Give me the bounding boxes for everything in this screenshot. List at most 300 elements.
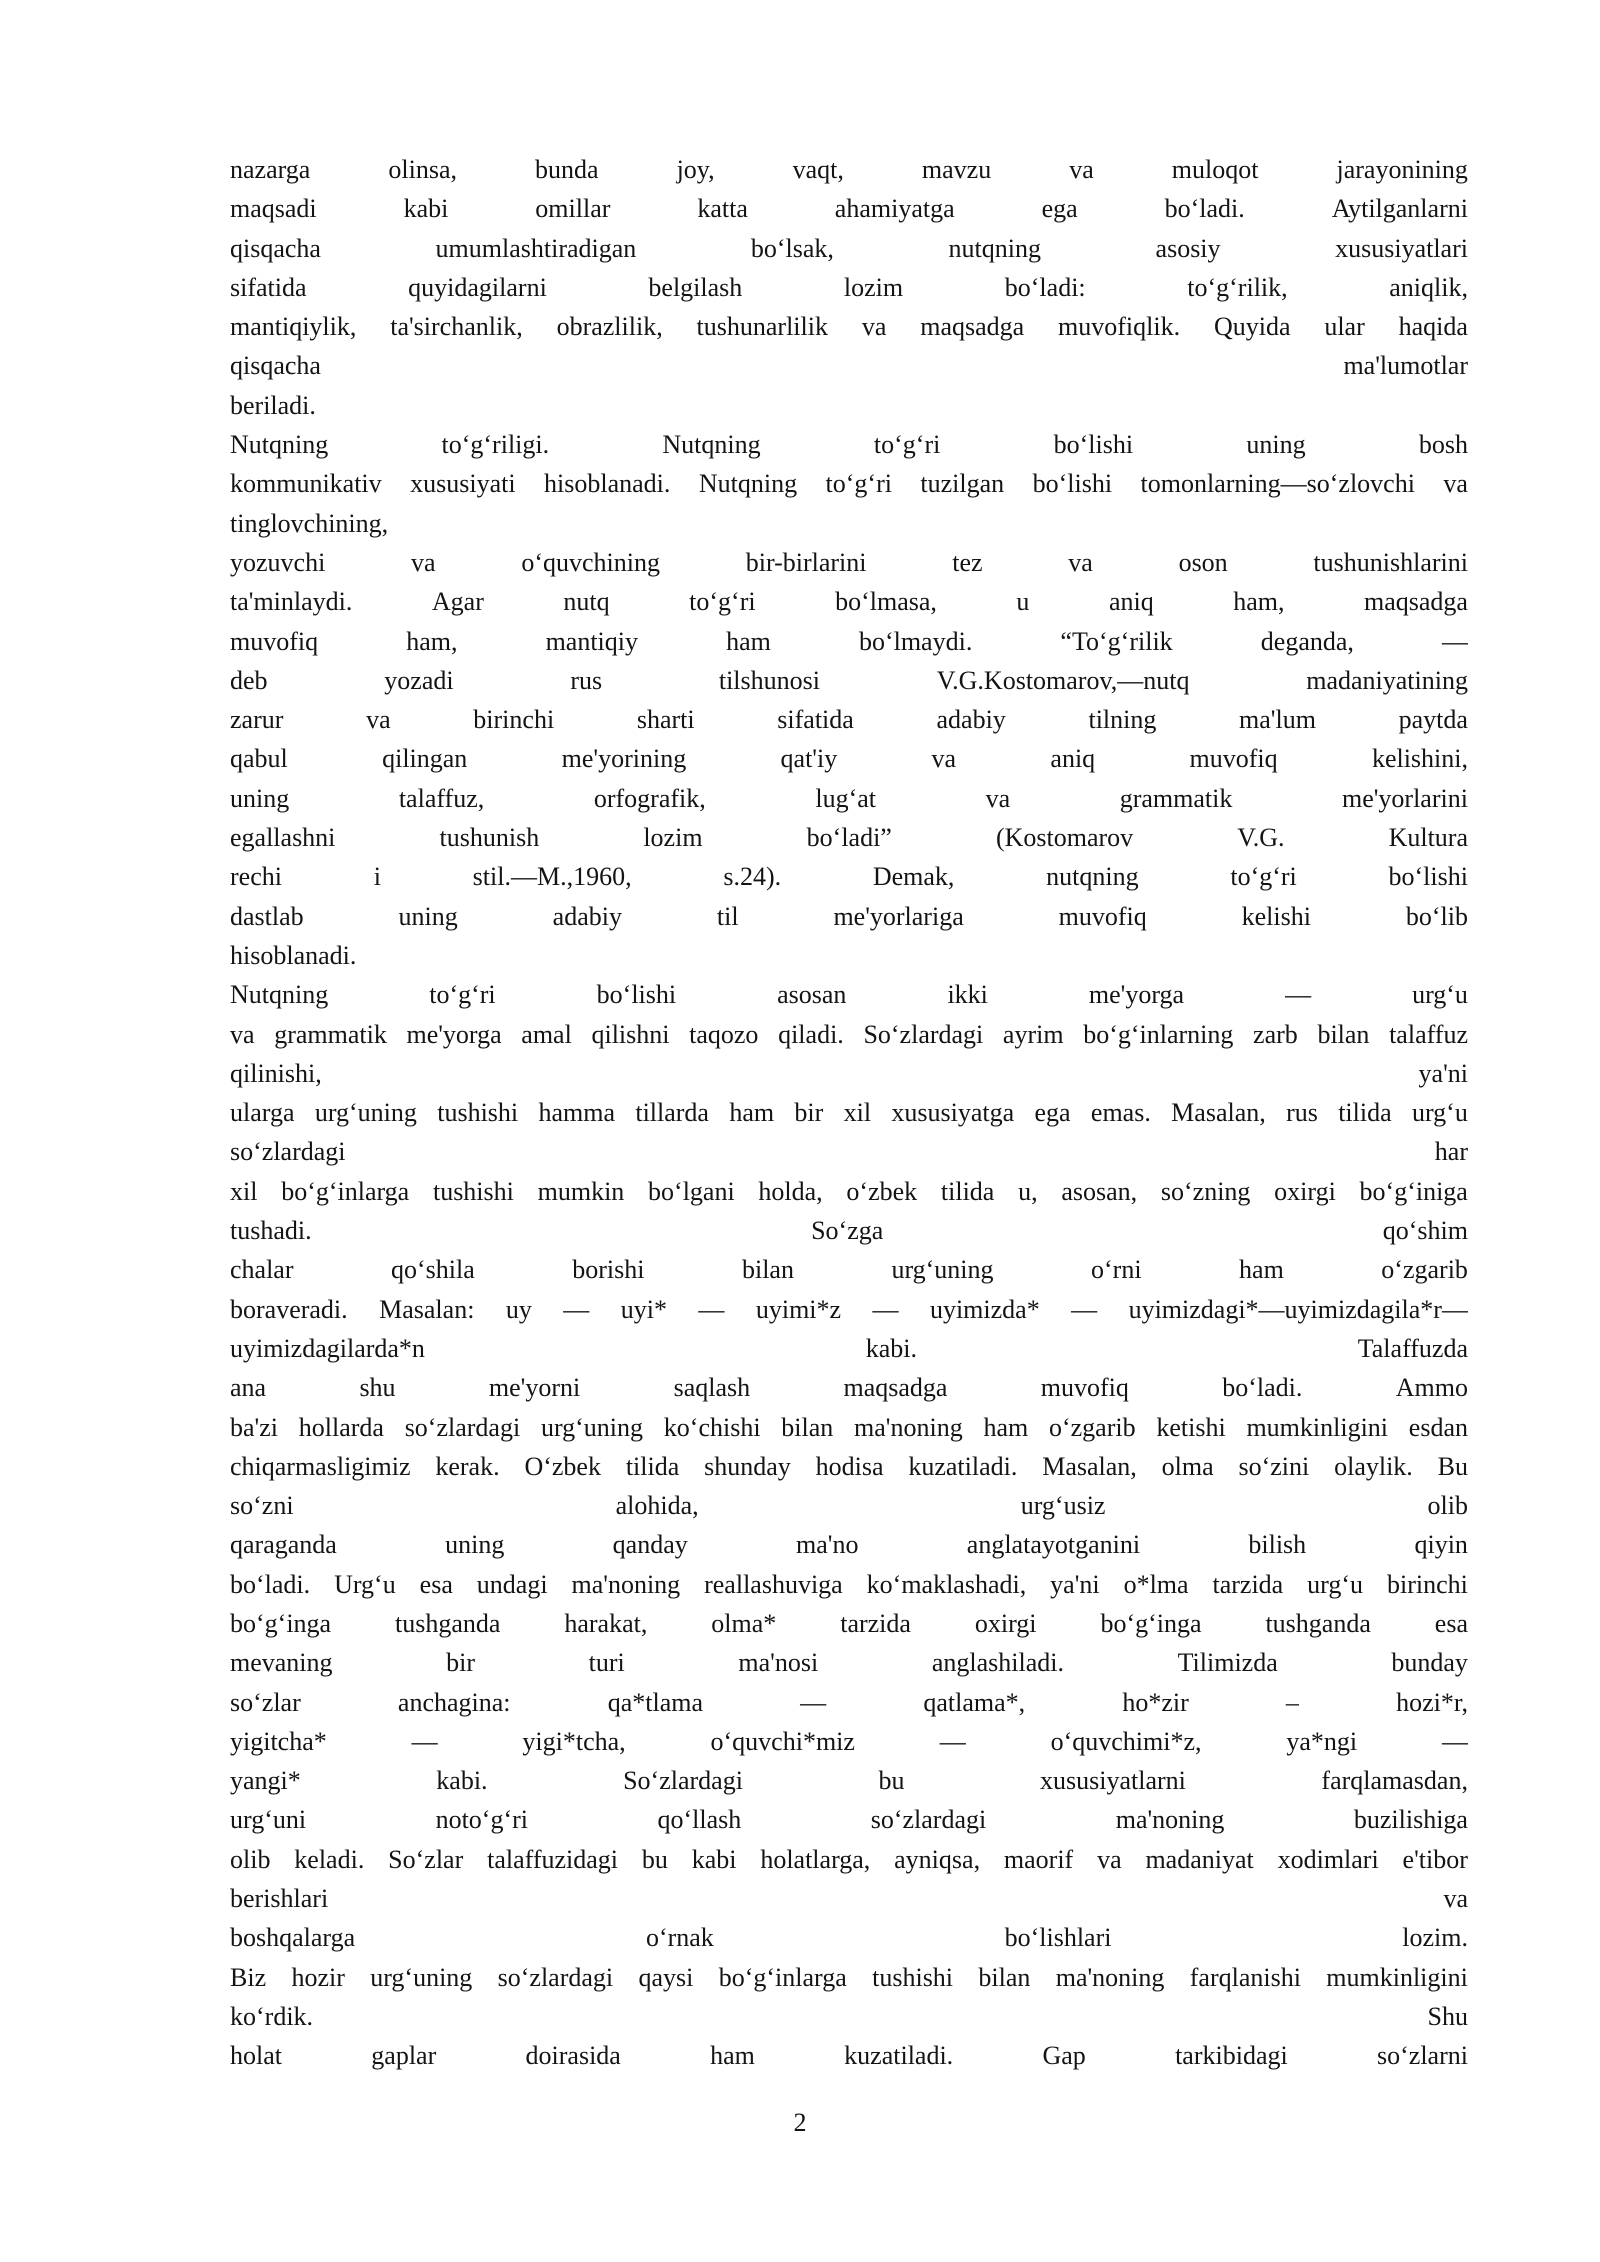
word: quyidagilarni <box>408 272 547 302</box>
word: sifatida <box>777 705 854 735</box>
word: mantiqiylik, <box>230 312 357 342</box>
word: uning <box>398 901 458 931</box>
document-body <box>230 150 1468 2076</box>
word: So‘zga <box>811 1216 884 1246</box>
word: rus <box>570 665 603 695</box>
word: ho*zir <box>1122 1687 1189 1717</box>
word: qaysi <box>638 1962 694 1992</box>
word: ham <box>726 626 771 656</box>
text-line <box>230 189 1468 228</box>
word: ko‘rdik. <box>230 2001 314 2031</box>
word: xodimlari <box>1277 1844 1379 1874</box>
text-line <box>230 1604 1468 1643</box>
word: — <box>698 1294 725 1324</box>
word: bo‘g‘iniga <box>1359 1176 1468 1206</box>
word: ma'no <box>796 1530 859 1560</box>
word: tarzida <box>1212 1569 1284 1599</box>
word: Bu <box>1437 1451 1468 1481</box>
text-line <box>230 1565 1468 1604</box>
word: O‘zbek <box>524 1451 601 1481</box>
word: ma'noning <box>854 1412 963 1442</box>
word: s.24). <box>723 862 782 892</box>
word: va <box>1097 1844 1122 1874</box>
word: bo‘g‘inlarga <box>281 1176 410 1206</box>
word: va <box>1068 547 1093 577</box>
word: ya'ni <box>1050 1569 1100 1599</box>
word: bo‘lishi <box>596 980 677 1010</box>
word: to‘g‘ri <box>429 980 496 1010</box>
word: ma'noning <box>571 1569 681 1599</box>
word: mevaning <box>230 1648 333 1678</box>
word: grammatik <box>1119 783 1233 813</box>
word: zarb <box>1253 1019 1298 1049</box>
word: mumkinligini <box>1246 1412 1389 1442</box>
word: yozadi <box>384 665 454 695</box>
word: til <box>716 901 739 931</box>
word: qilingan <box>382 744 468 774</box>
word: bilan <box>741 1255 794 1285</box>
word: Agar <box>431 587 484 617</box>
text-line <box>230 975 1468 1014</box>
text-line <box>230 1761 1468 1800</box>
word: ma'lumotlar <box>1343 351 1468 381</box>
word: bo‘ladi. <box>1222 1373 1303 1403</box>
word: uning <box>445 1530 505 1560</box>
word: asosan, <box>1061 1176 1138 1206</box>
word: qaraganda <box>230 1530 337 1560</box>
word: lug‘at <box>815 783 876 813</box>
word: oxirgi <box>974 1608 1037 1638</box>
word: bo‘lishi <box>1032 469 1113 499</box>
word: tushishi <box>872 1962 954 1992</box>
word: hamma <box>538 1098 616 1128</box>
word: tushishi <box>437 1098 519 1128</box>
word: ko‘chishi <box>663 1412 761 1442</box>
word: to‘g‘riligi. <box>441 430 550 460</box>
word: anglatayotganini <box>966 1530 1141 1560</box>
word: — <box>1285 980 1312 1010</box>
word: Gap <box>1042 2041 1086 2071</box>
word: ayrim <box>1002 1019 1064 1049</box>
word: grammatik <box>274 1019 387 1049</box>
word: farqlamasdan, <box>1321 1766 1468 1796</box>
text-line: hisoblanadi. <box>230 940 357 970</box>
word: ham <box>729 1098 775 1128</box>
word: borishi <box>572 1255 645 1285</box>
word: kabi. <box>865 1333 917 1363</box>
text-line <box>230 150 1468 189</box>
text-line <box>230 1132 1468 1171</box>
word: har <box>1434 1137 1468 1167</box>
word: qat'iy <box>780 744 838 774</box>
word: uy <box>505 1294 532 1324</box>
word: bo‘g‘inlarga <box>718 1962 847 1992</box>
word: adabiy <box>552 901 622 931</box>
word: me'yorlariga <box>833 901 964 931</box>
word: yozuvchi <box>230 547 326 577</box>
word: stil.—M.,1960, <box>472 862 632 892</box>
word: ma'noning <box>1115 1805 1225 1835</box>
word: kabi <box>403 194 449 224</box>
word: omillar <box>535 194 611 224</box>
word: oson <box>1178 547 1228 577</box>
word: oxirgi <box>1274 1176 1336 1206</box>
word: bilan <box>1317 1019 1370 1049</box>
word: yangi* <box>230 1766 301 1796</box>
text-line <box>230 1447 1468 1486</box>
word: So‘zlardagi <box>863 1019 984 1049</box>
word: maqsadga <box>843 1373 948 1403</box>
word: muvofiq <box>1040 1373 1129 1403</box>
word: urg‘uning <box>314 1098 417 1128</box>
word: qatlama*, <box>923 1687 1026 1717</box>
word: uyimi*z <box>755 1294 842 1324</box>
word: Shu <box>1427 2001 1468 2031</box>
word: xil <box>230 1176 258 1206</box>
word: egallashni <box>230 823 336 853</box>
word: kelishini, <box>1371 744 1468 774</box>
word: to‘g‘ri <box>873 430 941 460</box>
word: aniqlik, <box>1389 272 1468 302</box>
word: tushishi <box>432 1176 514 1206</box>
word: to‘g‘rilik, <box>1187 272 1288 302</box>
word: tillarda <box>635 1098 709 1128</box>
word: va <box>411 547 436 577</box>
word: hodisa <box>815 1451 884 1481</box>
word: ular <box>1324 312 1365 342</box>
word: saqlash <box>673 1373 751 1403</box>
word: muvofiq <box>230 626 319 656</box>
word: bo‘ladi. <box>1164 194 1245 224</box>
word: yigi*tcha, <box>522 1726 626 1756</box>
word: qisqacha <box>230 351 321 381</box>
word: holat <box>230 2041 282 2071</box>
text-line <box>230 1172 1468 1211</box>
word: anglashiladi. <box>931 1648 1064 1678</box>
word: esdan <box>1408 1412 1468 1442</box>
word: Talaffuzda <box>1357 1333 1468 1363</box>
text-line <box>230 1093 1468 1132</box>
word: tarzida <box>840 1608 911 1638</box>
word: urg‘uni <box>230 1805 307 1835</box>
word: berishlari <box>230 1884 329 1914</box>
word: lozim <box>843 272 904 302</box>
word: tarkibidagi <box>1175 2041 1288 2071</box>
word: harakat, <box>564 1608 648 1638</box>
word: Nutqning <box>230 980 329 1010</box>
word: maqsadga <box>1364 587 1468 617</box>
word: uyimizdagilarda*n <box>230 1333 425 1363</box>
word: o‘zbek <box>846 1176 918 1206</box>
word: talaffuzidagi <box>487 1844 619 1874</box>
word: uyimizda* <box>929 1294 1040 1324</box>
word: kuzatiladi. <box>908 1451 1018 1481</box>
text-line <box>230 1329 1468 1368</box>
word: (Kostomarov <box>995 823 1134 853</box>
word: madaniyatining <box>1306 665 1468 695</box>
word: o‘rnak <box>645 1923 714 1953</box>
word: So‘zlar <box>388 1844 464 1874</box>
word: tez <box>952 547 983 577</box>
word: qanday <box>612 1530 688 1560</box>
text-line <box>230 425 1468 464</box>
word: uning <box>230 783 290 813</box>
word: adabiy <box>936 705 1006 735</box>
word: Demak, <box>872 862 955 892</box>
word: tomonlarning—so‘zlovchi <box>1140 469 1415 499</box>
word: tilida <box>1338 1098 1392 1128</box>
word: olib <box>230 1844 271 1874</box>
word: asosan <box>777 980 847 1010</box>
word: talaffuz <box>1389 1019 1468 1049</box>
word: o‘zgarib <box>1381 1255 1468 1285</box>
word: holatlarga, <box>760 1844 871 1874</box>
word: urg‘uning <box>891 1255 994 1285</box>
word: qilinishi, <box>230 1058 322 1088</box>
word: obrazlilik, <box>556 312 663 342</box>
word: bo‘g‘inga <box>1100 1608 1202 1638</box>
word: rus <box>1286 1098 1318 1128</box>
word: tushunish <box>439 823 540 853</box>
word: hozir <box>291 1962 345 1992</box>
word: hozi*r, <box>1396 1687 1468 1717</box>
text-line <box>230 1722 1468 1761</box>
word: kabi <box>691 1844 737 1874</box>
word: xil <box>843 1098 872 1128</box>
word: mantiqiy <box>545 626 638 656</box>
page-number: 2 <box>793 2108 807 2137</box>
word: tushganda <box>1265 1608 1371 1638</box>
word: bilan <box>781 1412 834 1442</box>
word: katta <box>697 194 748 224</box>
word: olma* <box>711 1608 777 1638</box>
text-line <box>230 268 1468 307</box>
word: tilida <box>625 1451 680 1481</box>
word: olaylik. <box>1334 1451 1413 1481</box>
word: tilida <box>940 1176 995 1206</box>
word: me'yorining <box>561 744 687 774</box>
word: aniq <box>1108 587 1154 617</box>
word: bo‘lmasa, <box>835 587 937 617</box>
word: tilning <box>1088 705 1157 735</box>
word: ularga <box>230 1098 295 1128</box>
word: va <box>861 312 887 342</box>
word: qilishni <box>591 1019 670 1049</box>
word: tushunishlarini <box>1313 547 1468 577</box>
word: qo‘shim <box>1382 1216 1468 1246</box>
word: chiqarmasligimiz <box>230 1451 411 1481</box>
word: to‘g‘ri <box>689 587 756 617</box>
word: olma <box>1161 1451 1214 1481</box>
word: qisqacha <box>230 233 321 263</box>
text-line <box>230 346 1468 385</box>
word: dastlab <box>230 901 304 931</box>
word: bo‘lishlari <box>1004 1923 1112 1953</box>
word: gaplar <box>371 2041 437 2071</box>
word: to‘g‘ri <box>825 469 892 499</box>
word: paytda <box>1398 705 1468 735</box>
text-line <box>230 1525 1468 1564</box>
word: muloqot <box>1171 155 1259 184</box>
text-line <box>230 1918 1468 1957</box>
word: So‘zlardagi <box>623 1766 743 1796</box>
word: bir <box>446 1648 476 1678</box>
word: so‘zni <box>230 1491 294 1521</box>
word: nazarga <box>230 155 311 184</box>
word: sifatida <box>230 272 307 302</box>
word: bo‘lishi <box>1388 862 1468 892</box>
word: i <box>373 862 381 892</box>
text-line <box>230 1879 1468 1918</box>
word: doirasida <box>525 2041 621 2071</box>
word: noto‘g‘ri <box>435 1805 528 1835</box>
text-line <box>230 1643 1468 1682</box>
word: so‘zlar <box>230 1687 301 1717</box>
word: nutqning <box>1046 862 1139 892</box>
text-line <box>230 818 1468 857</box>
word: muvofiq <box>1189 744 1278 774</box>
text-line <box>230 2036 1468 2075</box>
word: urg‘uning <box>540 1412 644 1442</box>
word: Masalan, <box>1171 1098 1266 1128</box>
text-line: tinglovchining, <box>230 508 389 538</box>
word: xususiyatga <box>891 1098 1015 1128</box>
word: jarayonining <box>1336 155 1468 184</box>
word: qabul <box>230 744 288 774</box>
word: maqsadi <box>230 194 317 224</box>
word: qo‘llash <box>657 1805 742 1835</box>
word: maqsadga <box>920 312 1025 342</box>
word: so‘zning <box>1160 1176 1251 1206</box>
text-line <box>230 1800 1468 1839</box>
word: V.G. <box>1237 823 1285 853</box>
word: undagi <box>476 1569 548 1599</box>
text-line <box>230 1958 1468 1997</box>
word: uyimizdagi*—uyimizdagila*r— <box>1128 1294 1468 1324</box>
text-line <box>230 779 1468 818</box>
word: urg‘u <box>1307 1569 1364 1599</box>
word: yigitcha* <box>230 1726 327 1756</box>
text-line <box>230 897 1468 936</box>
word: haqida <box>1398 312 1468 342</box>
word: o‘quvchi*miz <box>710 1726 855 1756</box>
word: Ammo <box>1395 1373 1468 1403</box>
word: kabi. <box>436 1766 488 1796</box>
word: kelishi <box>1241 901 1311 931</box>
word: ketishi <box>1156 1412 1226 1442</box>
word: qo‘shila <box>391 1255 475 1285</box>
word: bu <box>641 1844 668 1874</box>
word: shu <box>359 1373 396 1403</box>
word: o‘quvchining <box>521 547 660 577</box>
word: — <box>1071 1294 1098 1324</box>
word: shunday <box>704 1451 791 1481</box>
word: uning <box>1246 430 1306 460</box>
word: deb <box>230 665 268 695</box>
word: tuzilgan <box>920 469 1005 499</box>
word: orfografik, <box>593 783 706 813</box>
text-line <box>230 582 1468 621</box>
word: Biz <box>230 1962 267 1992</box>
word: bo‘ladi” <box>806 823 892 853</box>
word: kommunikativ <box>230 469 382 499</box>
word: belgilash <box>648 272 743 302</box>
word: — <box>563 1294 590 1324</box>
word: mumkin <box>537 1176 625 1206</box>
word: me'yorga <box>1088 980 1185 1010</box>
word: kuzatiladi. <box>844 2041 954 2071</box>
word: tilshunosi <box>718 665 820 695</box>
word: me'yorni <box>488 1373 581 1403</box>
word: so‘zini <box>1238 1451 1310 1481</box>
word: “To‘g‘rilik <box>1060 626 1173 656</box>
word: ana <box>230 1373 267 1403</box>
word: uyi* <box>620 1294 667 1324</box>
word: V.G.Kostomarov,—nutq <box>936 665 1190 695</box>
word: urg‘u <box>1411 1098 1468 1128</box>
word: qiladi. <box>778 1019 844 1049</box>
text-line <box>230 700 1468 739</box>
word: so‘zlardagi <box>497 1962 614 1992</box>
word: va <box>230 1019 255 1049</box>
word: lozim <box>643 823 703 853</box>
word: – <box>1285 1687 1299 1717</box>
text-line <box>230 1015 1468 1054</box>
word: ma'noning <box>1055 1962 1165 1992</box>
word: esa <box>1434 1608 1468 1638</box>
word: bo‘g‘inga <box>230 1608 332 1638</box>
word: keladi. <box>294 1844 365 1874</box>
word: va <box>1443 469 1468 499</box>
word: qa*tlama <box>607 1687 703 1717</box>
word: — <box>1441 1726 1468 1756</box>
word: rechi <box>230 862 282 892</box>
word: taqozo <box>689 1019 759 1049</box>
word: birinchi <box>1386 1569 1468 1599</box>
word: so‘zlarni <box>1377 2041 1468 2071</box>
word: emas. <box>1090 1098 1151 1128</box>
word: ham, <box>1233 587 1285 617</box>
word: urg‘u <box>1412 980 1468 1010</box>
word: asosiy <box>1155 233 1221 263</box>
word: Nutqning <box>662 430 761 460</box>
word: reallashuviga <box>704 1569 843 1599</box>
word: o*lma <box>1123 1569 1189 1599</box>
word: bo‘lishi <box>1053 430 1134 460</box>
word: bo‘ladi: <box>1004 272 1086 302</box>
word: va <box>985 783 1011 813</box>
word: urg‘uning <box>370 1962 473 1992</box>
word: bir-birlarini <box>745 547 867 577</box>
word: boshqalarga <box>230 1923 356 1953</box>
word: o‘zgarib <box>1048 1412 1136 1442</box>
word: zarur <box>230 705 284 735</box>
word: e'tibor <box>1402 1844 1468 1874</box>
word: kerak. <box>435 1451 500 1481</box>
word: xususiyatlarni <box>1040 1766 1186 1796</box>
word: muvofiq <box>1058 901 1147 931</box>
word: muvofiqlik. <box>1058 312 1181 342</box>
word: Masalan: <box>379 1294 475 1324</box>
word: bo‘lib <box>1405 901 1468 931</box>
word: olib <box>1427 1491 1468 1521</box>
word: buzilishiga <box>1353 1805 1468 1835</box>
word: ayniqsa, <box>894 1844 981 1874</box>
word: olinsa, <box>388 155 457 184</box>
text-line <box>230 1211 1468 1250</box>
word: bir <box>794 1098 824 1128</box>
word: va <box>366 705 391 735</box>
